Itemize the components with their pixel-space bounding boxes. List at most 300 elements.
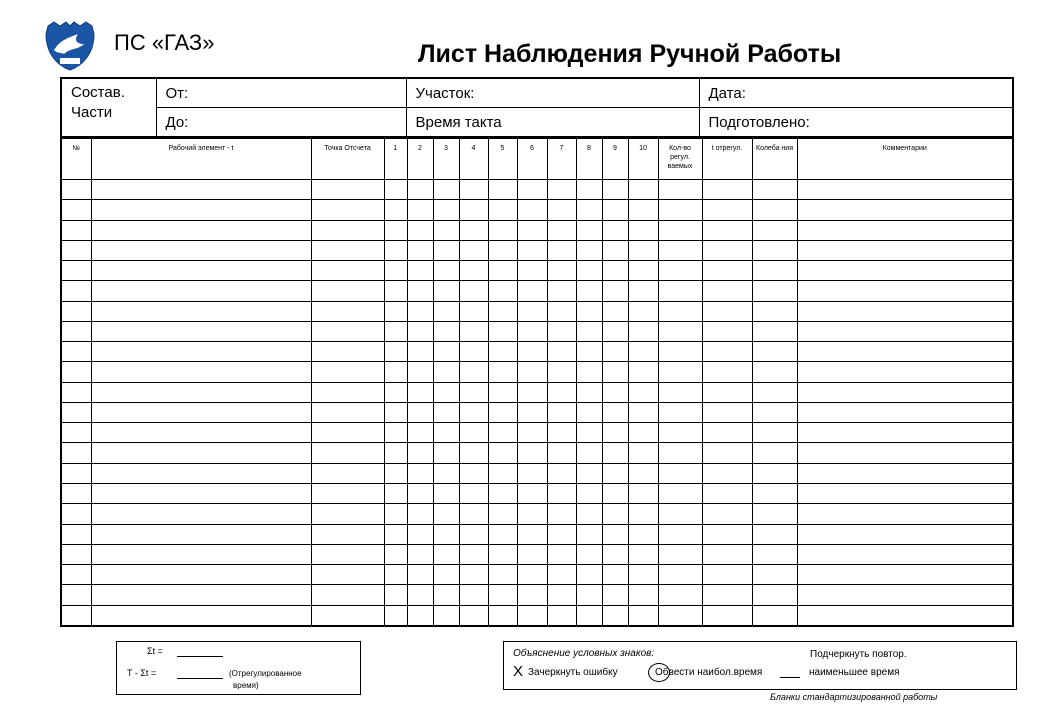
table-cell[interactable] (459, 504, 488, 524)
table-cell[interactable] (752, 565, 797, 585)
table-cell[interactable] (658, 321, 702, 341)
table-cell[interactable] (517, 180, 547, 200)
table-cell[interactable] (797, 565, 1013, 585)
table-cell[interactable] (752, 382, 797, 402)
table-cell[interactable] (658, 504, 702, 524)
table-cell[interactable] (602, 342, 628, 362)
table-cell[interactable] (602, 200, 628, 220)
data-field[interactable] (699, 78, 1013, 108)
table-cell[interactable] (91, 342, 311, 362)
ot-field[interactable] (156, 78, 406, 108)
table-cell[interactable] (576, 281, 602, 301)
table-cell[interactable] (91, 362, 311, 382)
table-cell[interactable] (702, 362, 752, 382)
table-cell[interactable] (517, 463, 547, 483)
table-cell[interactable] (702, 483, 752, 503)
table-cell[interactable] (61, 443, 91, 463)
table-cell[interactable] (459, 180, 488, 200)
table-cell[interactable] (91, 504, 311, 524)
table-cell[interactable] (576, 402, 602, 422)
table-cell[interactable] (628, 180, 658, 200)
table-cell[interactable] (459, 565, 488, 585)
table-cell[interactable] (433, 423, 459, 443)
table-cell[interactable] (91, 524, 311, 544)
table-cell[interactable] (517, 605, 547, 626)
table-cell[interactable] (628, 362, 658, 382)
table-cell[interactable] (797, 382, 1013, 402)
table-cell[interactable] (628, 301, 658, 321)
table-cell[interactable] (628, 342, 658, 362)
table-cell[interactable] (702, 504, 752, 524)
table-cell[interactable] (311, 423, 384, 443)
table-cell[interactable] (576, 565, 602, 585)
table-cell[interactable] (797, 504, 1013, 524)
table-cell[interactable] (311, 483, 384, 503)
table-cell[interactable] (488, 423, 517, 443)
table-cell[interactable] (61, 281, 91, 301)
table-cell[interactable] (311, 443, 384, 463)
table-cell[interactable] (311, 301, 384, 321)
table-cell[interactable] (517, 544, 547, 564)
table-cell[interactable] (576, 261, 602, 281)
table-cell[interactable] (752, 443, 797, 463)
table-cell[interactable] (602, 585, 628, 605)
table-cell[interactable] (384, 281, 407, 301)
table-cell[interactable] (459, 301, 488, 321)
table-cell[interactable] (311, 605, 384, 626)
table-cell[interactable] (384, 463, 407, 483)
table-cell[interactable] (658, 220, 702, 240)
table-cell[interactable] (459, 200, 488, 220)
table-cell[interactable] (311, 565, 384, 585)
table-cell[interactable] (797, 342, 1013, 362)
table-cell[interactable] (628, 544, 658, 564)
table-cell[interactable] (61, 321, 91, 341)
table-cell[interactable] (311, 200, 384, 220)
table-cell[interactable] (433, 585, 459, 605)
table-cell[interactable] (433, 544, 459, 564)
table-cell[interactable] (658, 180, 702, 200)
diff-blank[interactable] (177, 669, 223, 679)
table-cell[interactable] (433, 301, 459, 321)
table-cell[interactable] (797, 180, 1013, 200)
table-cell[interactable] (407, 544, 433, 564)
table-cell[interactable] (547, 524, 576, 544)
table-cell[interactable] (433, 281, 459, 301)
table-cell[interactable] (311, 342, 384, 362)
table-cell[interactable] (459, 321, 488, 341)
table-cell[interactable] (628, 565, 658, 585)
table-cell[interactable] (61, 200, 91, 220)
table-cell[interactable] (488, 362, 517, 382)
table-cell[interactable] (311, 180, 384, 200)
table-cell[interactable] (658, 342, 702, 362)
table-cell[interactable] (658, 544, 702, 564)
table-cell[interactable] (61, 524, 91, 544)
table-cell[interactable] (576, 220, 602, 240)
table-cell[interactable] (602, 261, 628, 281)
table-cell[interactable] (602, 240, 628, 260)
table-cell[interactable] (752, 240, 797, 260)
table-cell[interactable] (488, 200, 517, 220)
table-cell[interactable] (628, 200, 658, 220)
table-cell[interactable] (628, 443, 658, 463)
table-cell[interactable] (797, 240, 1013, 260)
table-cell[interactable] (602, 483, 628, 503)
table-cell[interactable] (797, 362, 1013, 382)
table-cell[interactable] (488, 342, 517, 362)
table-cell[interactable] (91, 585, 311, 605)
table-cell[interactable] (797, 321, 1013, 341)
table-cell[interactable] (658, 402, 702, 422)
table-cell[interactable] (547, 402, 576, 422)
table-cell[interactable] (91, 220, 311, 240)
table-cell[interactable] (576, 180, 602, 200)
table-cell[interactable] (459, 443, 488, 463)
table-cell[interactable] (797, 585, 1013, 605)
table-cell[interactable] (61, 362, 91, 382)
table-cell[interactable] (407, 585, 433, 605)
table-cell[interactable] (459, 585, 488, 605)
table-cell[interactable] (517, 220, 547, 240)
table-cell[interactable] (547, 382, 576, 402)
table-cell[interactable] (576, 585, 602, 605)
table-cell[interactable] (547, 585, 576, 605)
table-cell[interactable] (602, 402, 628, 422)
table-cell[interactable] (576, 240, 602, 260)
table-cell[interactable] (602, 321, 628, 341)
table-cell[interactable] (433, 240, 459, 260)
table-cell[interactable] (628, 402, 658, 422)
table-cell[interactable] (576, 200, 602, 220)
table-cell[interactable] (658, 605, 702, 626)
table-cell[interactable] (702, 301, 752, 321)
table-cell[interactable] (752, 321, 797, 341)
table-cell[interactable] (658, 443, 702, 463)
table-cell[interactable] (384, 382, 407, 402)
table-cell[interactable] (91, 605, 311, 626)
table-cell[interactable] (459, 261, 488, 281)
table-cell[interactable] (576, 605, 602, 626)
table-cell[interactable] (407, 200, 433, 220)
table-cell[interactable] (752, 200, 797, 220)
table-cell[interactable] (433, 463, 459, 483)
table-cell[interactable] (384, 423, 407, 443)
table-cell[interactable] (91, 261, 311, 281)
table-cell[interactable] (433, 200, 459, 220)
table-cell[interactable] (576, 443, 602, 463)
table-cell[interactable] (797, 220, 1013, 240)
table-cell[interactable] (517, 382, 547, 402)
table-cell[interactable] (547, 321, 576, 341)
table-cell[interactable] (576, 504, 602, 524)
table-cell[interactable] (702, 382, 752, 402)
table-cell[interactable] (517, 301, 547, 321)
table-cell[interactable] (547, 301, 576, 321)
table-cell[interactable] (658, 362, 702, 382)
table-cell[interactable] (517, 200, 547, 220)
table-cell[interactable] (61, 240, 91, 260)
table-cell[interactable] (488, 524, 517, 544)
table-cell[interactable] (488, 544, 517, 564)
table-cell[interactable] (517, 321, 547, 341)
table-cell[interactable] (547, 220, 576, 240)
table-cell[interactable] (384, 402, 407, 422)
table-cell[interactable] (91, 565, 311, 585)
table-cell[interactable] (488, 565, 517, 585)
table-cell[interactable] (61, 423, 91, 443)
table-cell[interactable] (658, 301, 702, 321)
table-cell[interactable] (752, 342, 797, 362)
table-cell[interactable] (702, 423, 752, 443)
table-cell[interactable] (407, 321, 433, 341)
table-cell[interactable] (61, 544, 91, 564)
table-cell[interactable] (61, 483, 91, 503)
table-cell[interactable] (797, 402, 1013, 422)
table-cell[interactable] (61, 463, 91, 483)
table-cell[interactable] (702, 261, 752, 281)
table-cell[interactable] (547, 443, 576, 463)
table-cell[interactable] (628, 240, 658, 260)
table-cell[interactable] (459, 281, 488, 301)
table-cell[interactable] (658, 483, 702, 503)
table-cell[interactable] (459, 382, 488, 402)
table-cell[interactable] (384, 200, 407, 220)
table-cell[interactable] (517, 585, 547, 605)
table-cell[interactable] (459, 524, 488, 544)
table-cell[interactable] (488, 463, 517, 483)
table-cell[interactable] (61, 261, 91, 281)
table-cell[interactable] (547, 483, 576, 503)
table-cell[interactable] (752, 544, 797, 564)
table-cell[interactable] (407, 281, 433, 301)
table-cell[interactable] (702, 565, 752, 585)
table-cell[interactable] (752, 402, 797, 422)
table-cell[interactable] (311, 261, 384, 281)
table-cell[interactable] (433, 362, 459, 382)
table-cell[interactable] (576, 321, 602, 341)
table-cell[interactable] (311, 524, 384, 544)
table-cell[interactable] (658, 281, 702, 301)
table-cell[interactable] (488, 605, 517, 626)
table-cell[interactable] (407, 524, 433, 544)
table-cell[interactable] (488, 504, 517, 524)
table-cell[interactable] (797, 200, 1013, 220)
table-cell[interactable] (384, 483, 407, 503)
table-cell[interactable] (407, 423, 433, 443)
table-cell[interactable] (547, 240, 576, 260)
table-cell[interactable] (702, 240, 752, 260)
table-cell[interactable] (407, 382, 433, 402)
table-cell[interactable] (407, 240, 433, 260)
table-cell[interactable] (384, 443, 407, 463)
table-cell[interactable] (576, 382, 602, 402)
table-cell[interactable] (517, 342, 547, 362)
table-cell[interactable] (91, 443, 311, 463)
table-cell[interactable] (311, 240, 384, 260)
table-cell[interactable] (628, 585, 658, 605)
table-cell[interactable] (311, 321, 384, 341)
table-cell[interactable] (797, 443, 1013, 463)
table-cell[interactable] (797, 605, 1013, 626)
table-cell[interactable] (517, 423, 547, 443)
table-cell[interactable] (311, 362, 384, 382)
table-cell[interactable] (752, 423, 797, 443)
table-cell[interactable] (433, 180, 459, 200)
table-cell[interactable] (628, 281, 658, 301)
table-cell[interactable] (602, 544, 628, 564)
table-cell[interactable] (459, 220, 488, 240)
table-cell[interactable] (91, 483, 311, 503)
table-cell[interactable] (384, 362, 407, 382)
table-cell[interactable] (433, 504, 459, 524)
table-cell[interactable] (628, 463, 658, 483)
table-cell[interactable] (433, 321, 459, 341)
table-cell[interactable] (602, 463, 628, 483)
table-cell[interactable] (752, 362, 797, 382)
table-cell[interactable] (658, 240, 702, 260)
table-cell[interactable] (91, 382, 311, 402)
table-cell[interactable] (702, 463, 752, 483)
table-cell[interactable] (517, 402, 547, 422)
table-cell[interactable] (602, 362, 628, 382)
table-cell[interactable] (517, 281, 547, 301)
table-cell[interactable] (547, 605, 576, 626)
table-cell[interactable] (488, 382, 517, 402)
table-cell[interactable] (658, 524, 702, 544)
table-cell[interactable] (547, 463, 576, 483)
table-cell[interactable] (384, 261, 407, 281)
table-cell[interactable] (797, 281, 1013, 301)
table-cell[interactable] (407, 463, 433, 483)
table-cell[interactable] (702, 524, 752, 544)
table-cell[interactable] (602, 180, 628, 200)
table-cell[interactable] (61, 180, 91, 200)
table-cell[interactable] (628, 605, 658, 626)
table-cell[interactable] (61, 585, 91, 605)
table-cell[interactable] (628, 483, 658, 503)
table-cell[interactable] (702, 443, 752, 463)
table-cell[interactable] (602, 281, 628, 301)
table-cell[interactable] (702, 281, 752, 301)
table-cell[interactable] (517, 240, 547, 260)
uchastok-field[interactable] (406, 78, 699, 108)
table-cell[interactable] (91, 321, 311, 341)
table-cell[interactable] (488, 301, 517, 321)
table-cell[interactable] (576, 423, 602, 443)
table-cell[interactable] (547, 423, 576, 443)
table-cell[interactable] (459, 402, 488, 422)
table-cell[interactable] (384, 240, 407, 260)
table-cell[interactable] (752, 483, 797, 503)
table-cell[interactable] (576, 544, 602, 564)
table-cell[interactable] (702, 342, 752, 362)
table-cell[interactable] (407, 483, 433, 503)
table-cell[interactable] (702, 544, 752, 564)
table-cell[interactable] (61, 220, 91, 240)
table-cell[interactable] (488, 483, 517, 503)
table-cell[interactable] (433, 261, 459, 281)
table-cell[interactable] (547, 281, 576, 301)
table-cell[interactable] (517, 483, 547, 503)
table-cell[interactable] (576, 342, 602, 362)
table-cell[interactable] (797, 544, 1013, 564)
table-cell[interactable] (61, 382, 91, 402)
table-cell[interactable] (488, 281, 517, 301)
table-cell[interactable] (61, 504, 91, 524)
table-cell[interactable] (752, 301, 797, 321)
table-cell[interactable] (311, 544, 384, 564)
table-cell[interactable] (602, 605, 628, 626)
table-cell[interactable] (702, 200, 752, 220)
table-cell[interactable] (628, 382, 658, 402)
table-cell[interactable] (61, 565, 91, 585)
table-cell[interactable] (628, 220, 658, 240)
table-cell[interactable] (311, 402, 384, 422)
table-cell[interactable] (628, 321, 658, 341)
table-cell[interactable] (433, 342, 459, 362)
table-cell[interactable] (488, 585, 517, 605)
table-cell[interactable] (547, 200, 576, 220)
table-cell[interactable] (384, 605, 407, 626)
table-cell[interactable] (488, 261, 517, 281)
table-cell[interactable] (658, 585, 702, 605)
table-cell[interactable] (602, 382, 628, 402)
table-cell[interactable] (433, 483, 459, 503)
table-cell[interactable] (61, 301, 91, 321)
table-cell[interactable] (433, 605, 459, 626)
table-cell[interactable] (752, 220, 797, 240)
table-cell[interactable] (91, 301, 311, 321)
table-cell[interactable] (517, 443, 547, 463)
table-cell[interactable] (91, 544, 311, 564)
table-cell[interactable] (91, 402, 311, 422)
table-cell[interactable] (459, 362, 488, 382)
table-cell[interactable] (61, 605, 91, 626)
table-cell[interactable] (752, 504, 797, 524)
table-cell[interactable] (702, 321, 752, 341)
table-cell[interactable] (602, 220, 628, 240)
table-cell[interactable] (702, 605, 752, 626)
table-cell[interactable] (658, 200, 702, 220)
podgotovleno-field[interactable] (699, 108, 1013, 138)
table-cell[interactable] (576, 463, 602, 483)
table-cell[interactable] (488, 220, 517, 240)
table-cell[interactable] (752, 585, 797, 605)
table-cell[interactable] (517, 261, 547, 281)
table-cell[interactable] (61, 342, 91, 362)
table-cell[interactable] (658, 382, 702, 402)
table-cell[interactable] (547, 362, 576, 382)
table-cell[interactable] (702, 220, 752, 240)
table-cell[interactable] (459, 544, 488, 564)
table-cell[interactable] (433, 382, 459, 402)
table-cell[interactable] (658, 423, 702, 443)
table-cell[interactable] (576, 524, 602, 544)
table-cell[interactable] (407, 504, 433, 524)
table-cell[interactable] (384, 321, 407, 341)
table-cell[interactable] (797, 423, 1013, 443)
table-cell[interactable] (658, 565, 702, 585)
table-cell[interactable] (407, 261, 433, 281)
table-cell[interactable] (752, 261, 797, 281)
vremya-takta-field[interactable] (406, 108, 699, 138)
table-cell[interactable] (517, 362, 547, 382)
table-cell[interactable] (547, 261, 576, 281)
table-cell[interactable] (517, 565, 547, 585)
table-cell[interactable] (547, 342, 576, 362)
table-cell[interactable] (797, 483, 1013, 503)
